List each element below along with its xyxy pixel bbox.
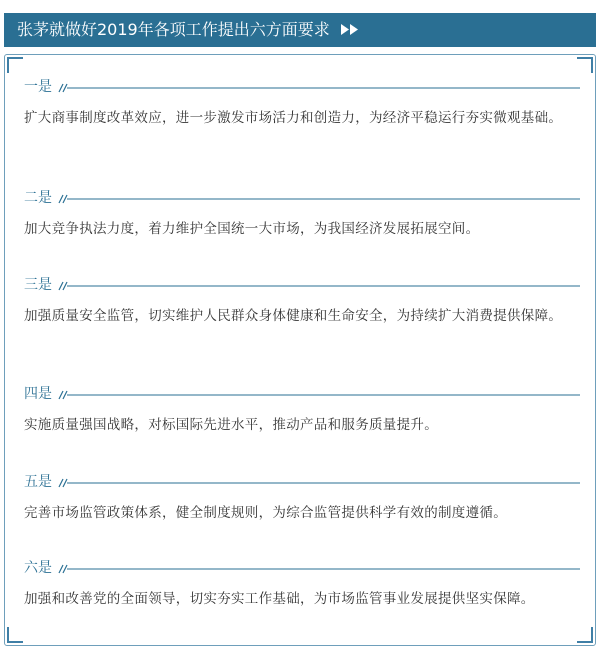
frame-corner-bottom-right [577, 627, 593, 643]
slash-divider-icon [58, 564, 580, 574]
item-title: 四是 [24, 386, 52, 402]
item-text: 加强质量安全监管，切实维护人民群众身体健康和生命安全，为持续扩大消费提供保障。 [24, 308, 563, 324]
item-text: 加大竞争执法力度，着力维护全国统一大市场，为我国经济发展拓展空间。 [24, 221, 480, 237]
requirement-item-4 [24, 384, 582, 436]
requirement-item-2 [24, 188, 582, 240]
frame-corner-top-right [577, 57, 593, 73]
item-text: 实施质量强国战略，对标国际先进水平，推动产品和服务质量提升。 [24, 417, 438, 433]
item-text: 完善市场监管政策体系，健全制度规则，为综合监管提供科学有效的制度遵循。 [24, 505, 507, 521]
double-play-arrow-icon [341, 24, 359, 35]
item-title: 六是 [24, 560, 52, 576]
item-text: 扩大商事制度改革效应，进一步激发市场活力和创造力，为经济平稳运行夯实微观基础。 [24, 110, 563, 126]
frame-corner-top-left [7, 57, 23, 73]
item-header [24, 472, 582, 492]
item-header [24, 558, 582, 578]
requirement-item-1 [24, 77, 582, 129]
item-text: 加强和改善党的全面领导，切实夯实工作基础，为市场监管事业发展提供坚实保障。 [24, 591, 535, 607]
item-header [24, 77, 582, 97]
slash-divider-icon [58, 194, 580, 204]
slash-divider-icon [58, 390, 580, 400]
item-header [24, 275, 582, 295]
header-title: 张茅就做好2019年各项工作提出六方面要求 [17, 20, 330, 39]
item-title: 五是 [24, 474, 52, 490]
item-title: 一是 [24, 79, 52, 95]
requirement-item-3 [24, 275, 582, 327]
item-header [24, 384, 582, 404]
slash-divider-icon [58, 83, 580, 93]
item-title: 二是 [24, 190, 52, 206]
slash-divider-icon [58, 478, 580, 488]
frame-corner-bottom-left [7, 627, 23, 643]
requirement-item-5 [24, 472, 582, 524]
header-banner [4, 13, 596, 47]
requirement-item-6 [24, 558, 582, 610]
item-title: 三是 [24, 277, 52, 293]
item-header [24, 188, 582, 208]
slash-divider-icon [58, 281, 580, 291]
